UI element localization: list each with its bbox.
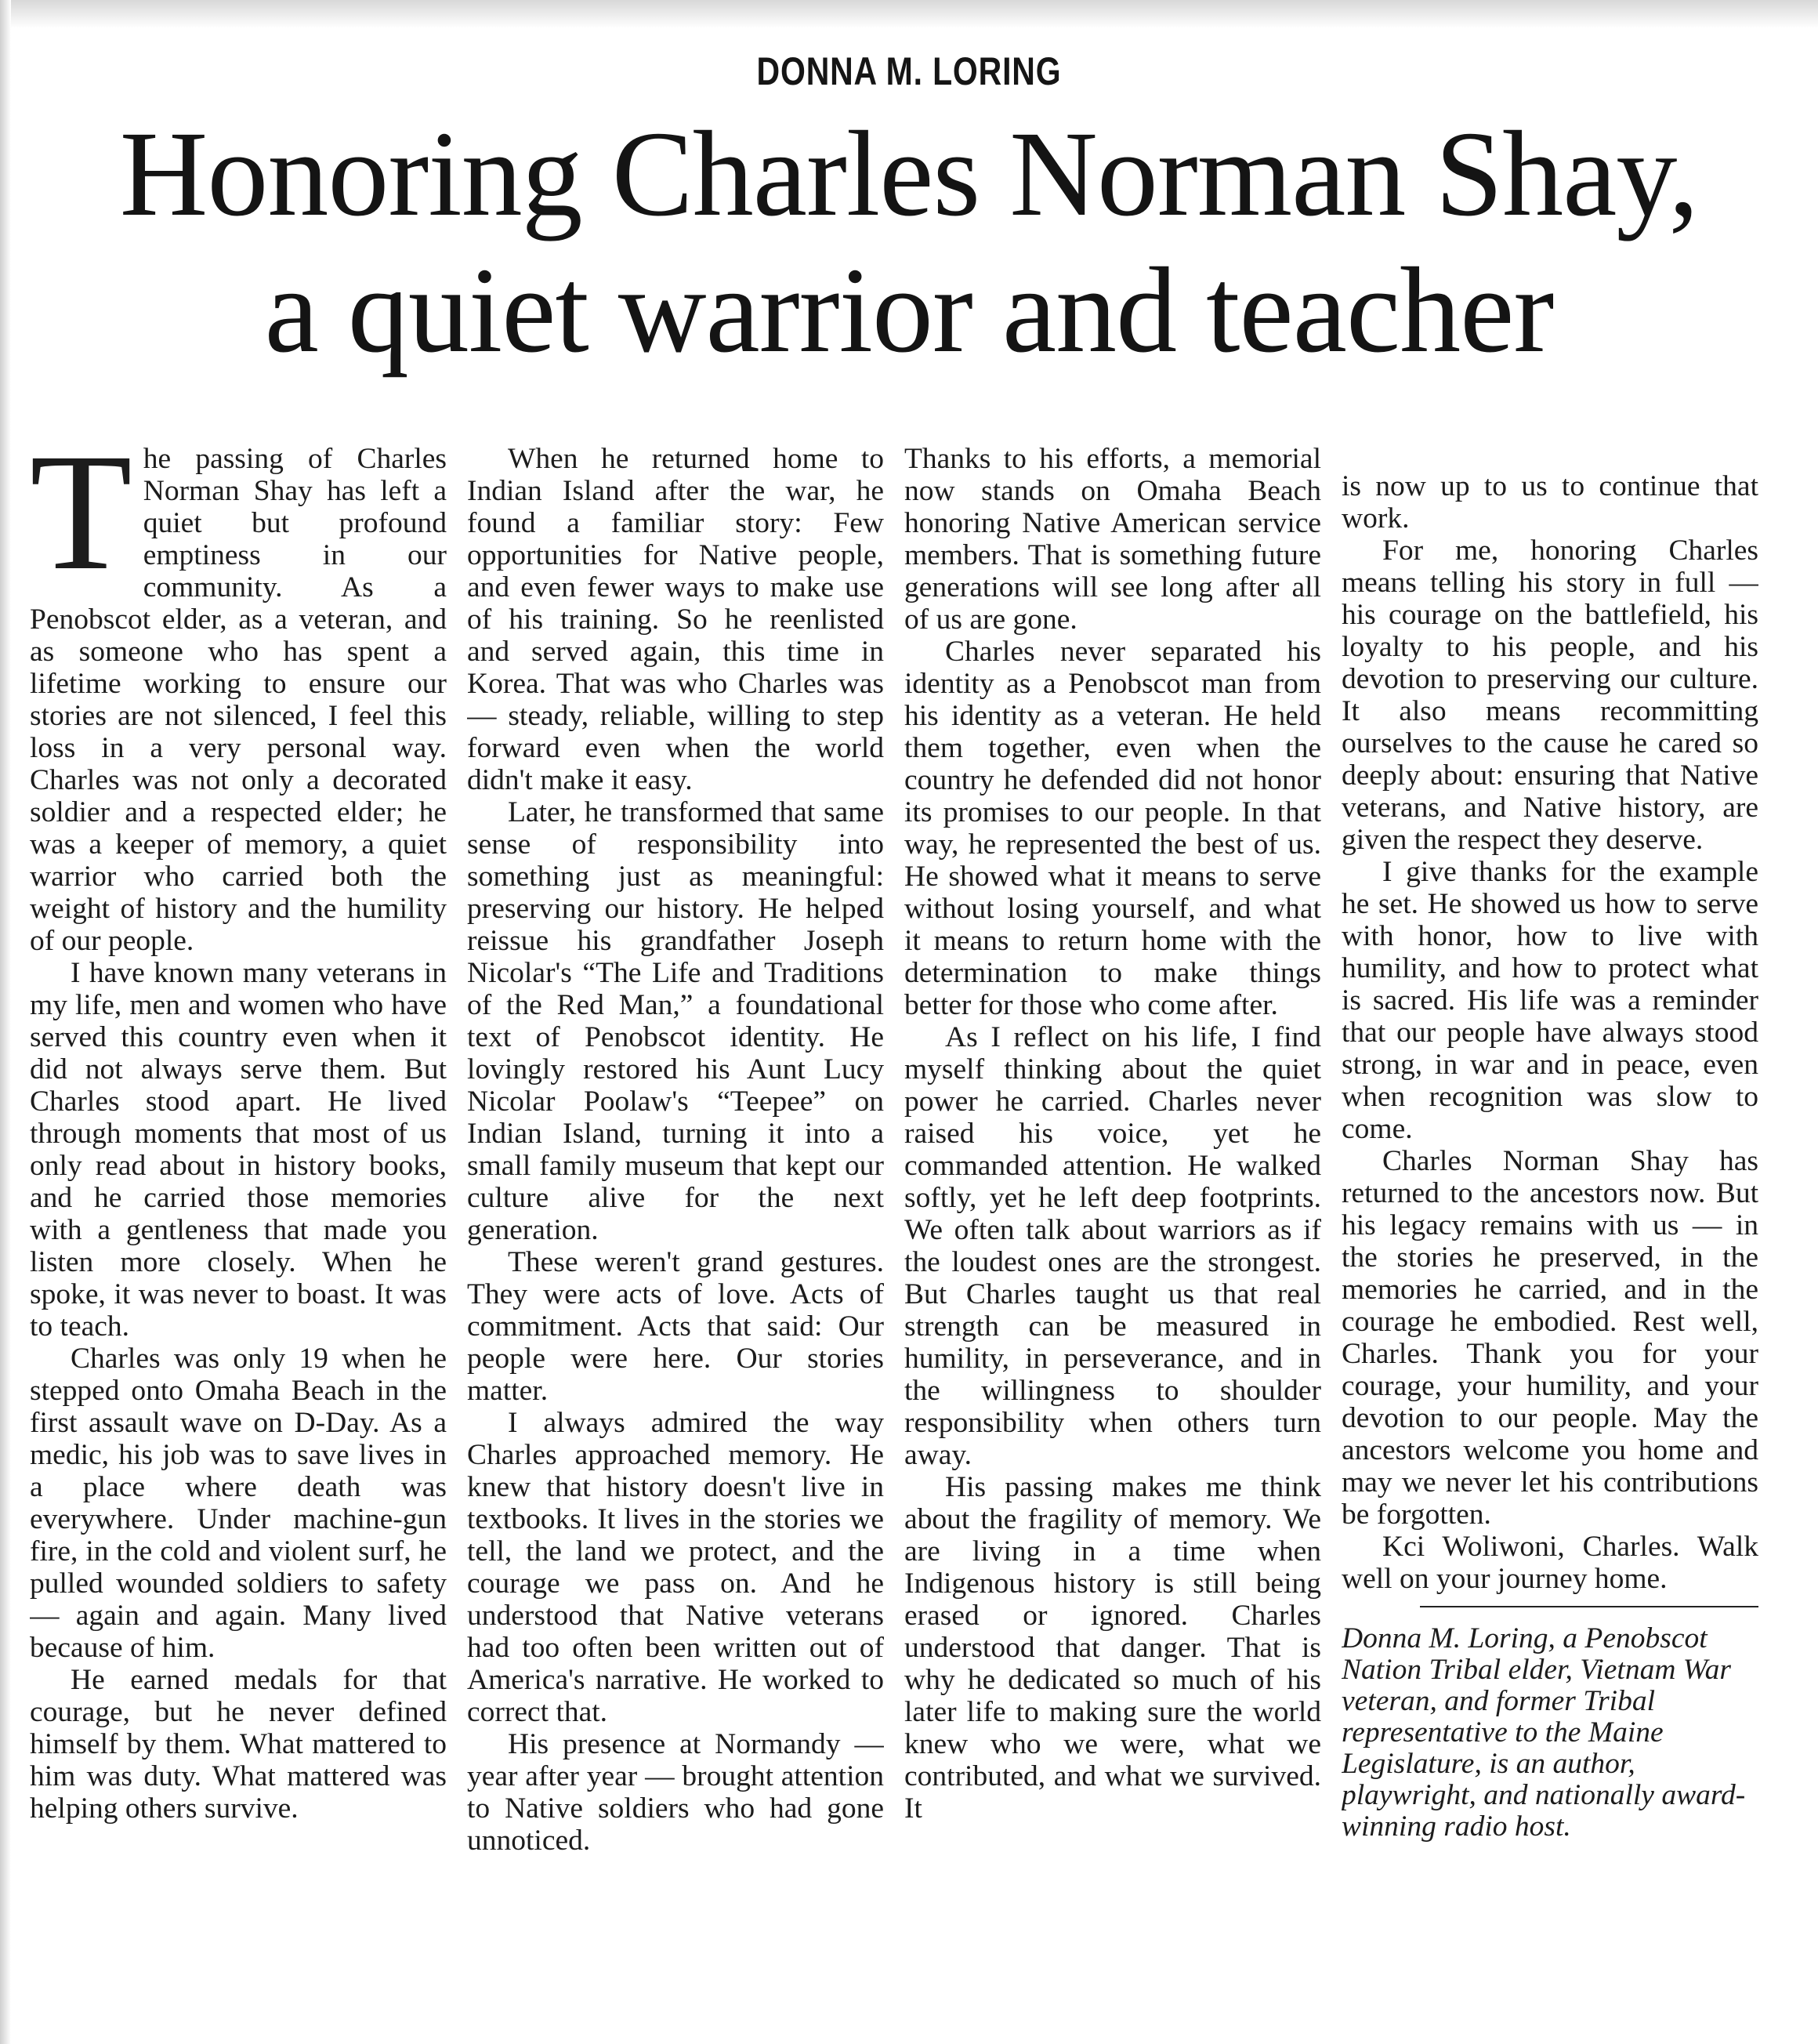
headline [31,106,1787,379]
paragraph: Charles never separated his identity as a Penobscot man from his identity as a veteran. He held them together, even when the country he defended did not honor its promises to our people. In that way, he represented the best of us. He showed what it means to serve without losing yourself, and what it means to return home with the determination to make things better for those who come after. [904,636,1321,1021]
paragraph: Thanks to his efforts, a memorial now stands on Omaha Beach honoring Native American service members. That is something future generations will see long after all of us are gone. [904,443,1321,636]
article-column-2 [467,443,884,1979]
paragraph: These weren't grand gestures. They were acts of love. Acts of commitment. Acts that said: Our people were here. Our stories matter. [467,1246,884,1407]
paragraph: Charles was only 19 when he stepped onto Omaha Beach in the first assault wave on D-Day. As a medic, his job was to save lives in a place where death was everywhere. Under machine-gun fire, in the cold and violent surf, he pulled wounded soldiers to safety — again and again. Many lived because of him. [30,1343,447,1664]
paragraph: His presence at Normandy — year after year — brought attention to Native soldiers who had gone unnoticed. [467,1728,884,1857]
scan-edge-top [0,0,1818,28]
article-column-4 [1342,470,1758,2006]
paragraph-text: he passing of Charles Norman Shay has left a quiet but profound emptiness in our community. As a Penobscot elder, as a veteran, and as someone who has spent a lifetime working to ensure our stories are not silenced, I feel this loss in a very personal way. Charles was not only a decorated soldier and a respected elder; he was a keeper of memory, a quiet warrior who carried both the weight of history and the humility of our people. [30,443,447,957]
paragraph: He earned medals for that courage, but he never defined himself by them. What mattered to him was duty. What mattered was helping others survive. [30,1664,447,1825]
article-column-1 [30,443,447,1979]
paragraph: Later, he transformed that same sense of responsibility into something just as meaningful: preserving our history. He helped reissue his grandfather Joseph Nicolar's “The Life and Traditions of the Red Man,” a foundational text of Penobscot identity. He lovingly restored his Aunt Lucy Nicolar Poolaw's “Teepee” on Indian Island, turning it into a small family museum that kept our culture alive for the next generation. [467,796,884,1246]
paragraph: Kci Woliwoni, Charles. Walk well on your journey home. [1342,1531,1758,1595]
paragraph: I have known many veterans in my life, men and women who have served this country even when it did not always serve them. But Charles stood apart. He lived through moments that most of us only read about in history books, and he carried those memories with a gentleness that made you listen more closely. When he spoke, it was never to boast. It was to teach. [30,957,447,1343]
paragraph: As I reflect on his life, I find myself thinking about the quiet power he carried. Charles never raised his voice, yet he commanded attention. He walked softly, yet he left deep footprints. We often talk about warriors as if the loudest ones are the strongest. But Charles taught us that real strength can be measured in humility, in perseverance, and in the willingness to shoulder responsibility when others turn away. [904,1021,1321,1471]
paragraph: is now up to us to continue that work. [1342,470,1758,535]
paragraph: For me, honoring Charles means telling his story in full — his courage on the battlefield, his loyalty to his people, and his devotion to preserving our culture. It also means recommitting ourselves to the cause he cared so deeply about: ensuring that Native veterans, and Native history, are given the respect they deserve. [1342,535,1758,856]
headline-line-2: a quiet warrior and teacher [264,242,1554,378]
paragraph: When he returned home to Indian Island after the war, he found a familiar story: Few opportunities for Native people, and even fewer ways to make use of his training. So he reenlisted and served again, this time in Korea. That was who Charles was — steady, reliable, willing to step forward even when the world didn't make it easy. [467,443,884,796]
paragraph: Charles Norman Shay has returned to the ancestors now. But his legacy remains with us — in the stories he preserved, in the memories he carried, and in the courage he embodied. Rest well, Charles. Thank you for your courage, your humility, and your devotion to our people. May the ancestors welcome you home and may we never let his contributions be forgotten. [1342,1145,1758,1531]
divider [1420,1606,1758,1607]
byline: DONNA M. LORING [756,49,1062,93]
article-column-3 [904,443,1321,1979]
paragraph: I give thanks for the example he set. He showed us how to serve with honor, how to live with humility, and how to protect what is sacred. His life was a reminder that our people have always stood strong, in war and in peace, even when recognition was slow to come. [1342,856,1758,1145]
paragraph [30,443,447,957]
paragraph: I always admired the way Charles approached memory. He knew that history doesn't live in textbooks. It lives in the stories we tell, the land we protect, and the courage we pass on. And he understood that Native veterans had too often been written out of America's narrative. He worked to correct that. [467,1407,884,1728]
paragraph: His passing makes me think about the fragility of memory. We are living in a time when Indigenous history is still being erased or ignored. Charles understood that danger. That is why he dedicated so much of his later life to making sure the world knew who we were, what we contributed, and what we survived. It [904,1471,1321,1825]
headline-line-1: Honoring Charles Norman Shay, [119,106,1699,241]
drop-cap: T [30,443,132,605]
scan-edge-left [0,0,11,2044]
author-bio: Donna M. Loring, a Penobscot Nation Tribal elder, Vietnam War veteran, and former Tribal representative to the Maine Legislature, is an author, playwright, and nationally award-winning radio host. [1342,1622,1746,1843]
